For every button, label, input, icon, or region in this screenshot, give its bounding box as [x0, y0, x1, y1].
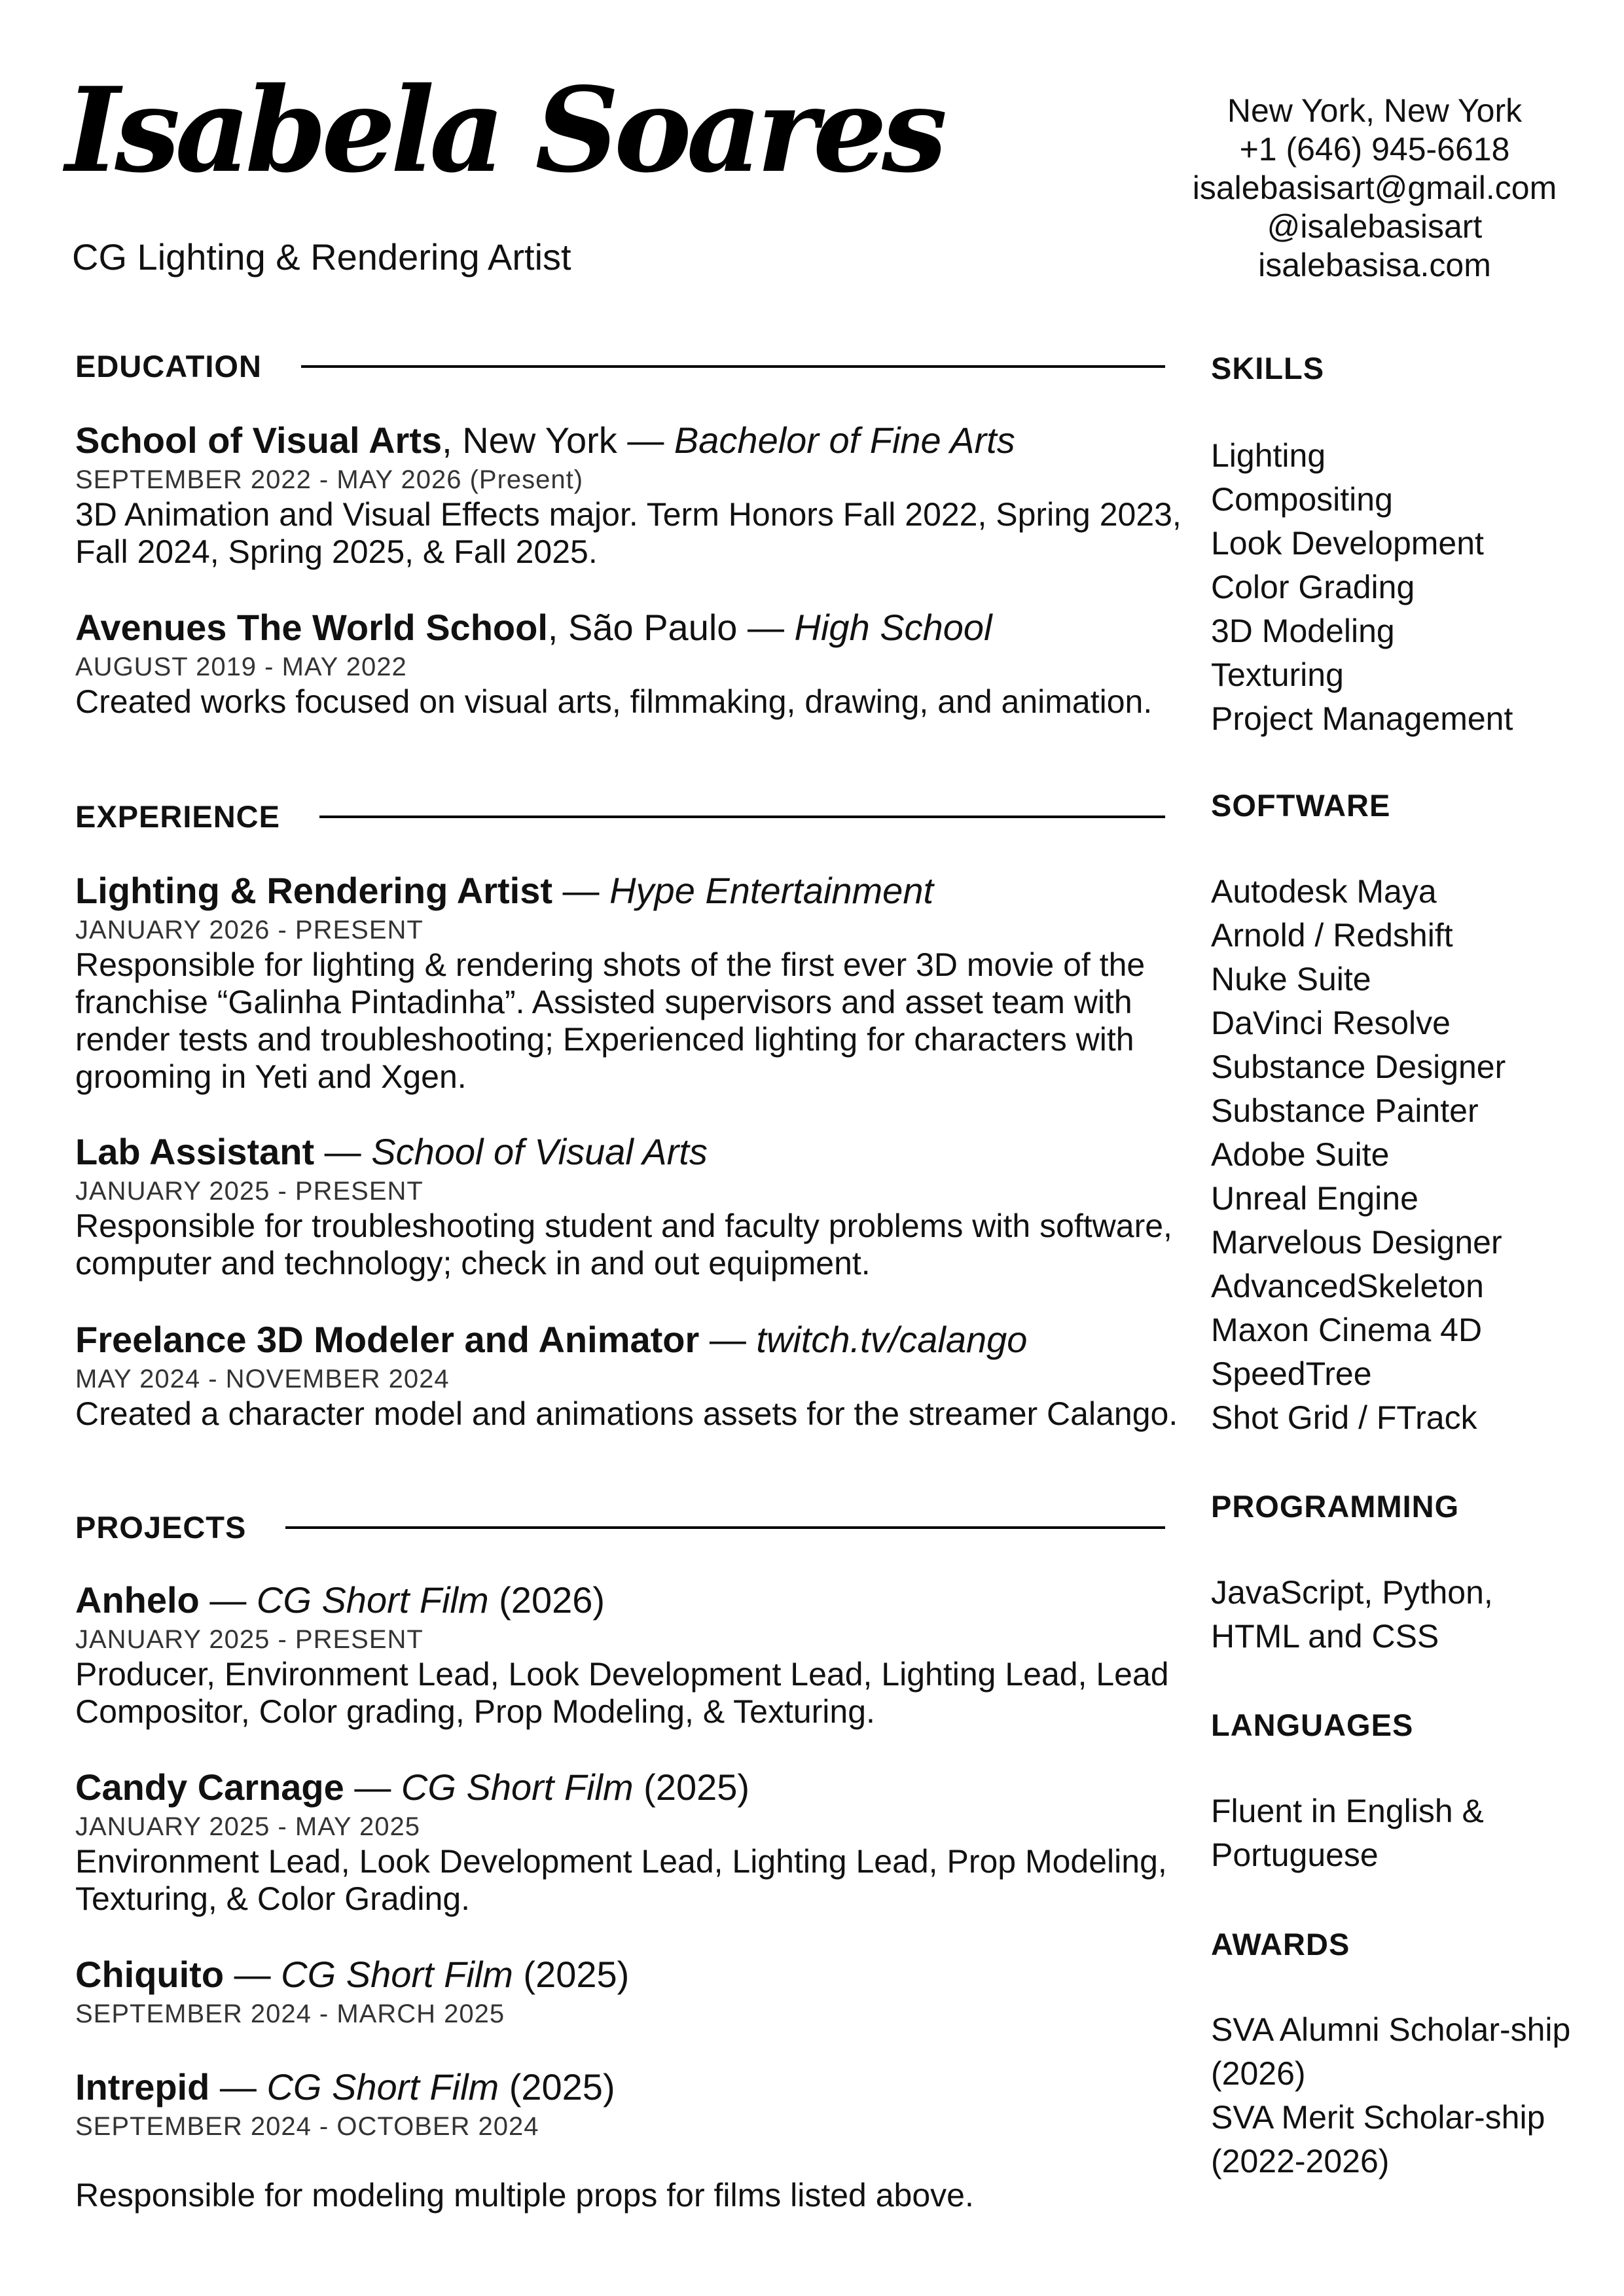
entry-description: Environment Lead, Look Development Lead, Lighting Lead, Prop Modeling, Texturing, & Color Grading. [75, 1843, 1167, 1917]
entry-dates: JANUARY 2025 - PRESENT [75, 1625, 424, 1654]
entry-title [75, 605, 1188, 651]
software-item: Substance Painter [1211, 1092, 1479, 1129]
entry-title [75, 1577, 1188, 1623]
experience-entry [75, 1129, 1188, 1282]
education-entry [75, 418, 1188, 571]
entry-description: Responsible for troubleshooting student and faculty problems with software, computer and technology; check in and out equipment. [75, 1208, 1172, 1282]
entry-title [75, 1952, 1188, 1998]
entry-organization: School of Visual Arts [371, 1131, 708, 1172]
projects-footer-text: Responsible for modeling multiple props for films listed above. [75, 2177, 974, 2214]
entry-dates: JANUARY 2026 - PRESENT [75, 916, 424, 944]
entry-organization: Hype Entertainment [609, 870, 934, 911]
skill-item: Color Grading [1211, 569, 1415, 605]
entry-name: Chiquito [75, 1954, 225, 1995]
project-entry [75, 1577, 1188, 1731]
contact-email[interactable]: isalebasisart@gmail.com [1192, 170, 1557, 206]
skills-list [1211, 434, 1604, 741]
section-divider [319, 816, 1165, 818]
software-item: SpeedTree [1211, 1355, 1372, 1392]
entry-separator: — [552, 870, 610, 911]
experience-entry [75, 1317, 1188, 1433]
software-item: AdvancedSkeleton [1211, 1268, 1484, 1304]
entry-description: Responsible for lighting & rendering shots of the first ever 3D movie of the franchise “Galinha Pintadinha”. Assisted supervisors and asset team with render tests and troubleshooting; Experienced lighting for characters with grooming in Yeti and Xgen. [75, 946, 1146, 1095]
languages-text: Fluent in English & Portuguese [1211, 1793, 1484, 1873]
contact-block [1152, 92, 1597, 285]
entry-name: Freelance 3D Modeler and Animator [75, 1319, 700, 1360]
entry-title [75, 868, 1188, 914]
skills-heading: SKILLS [1211, 351, 1325, 386]
entry-kind: CG Short Film [256, 1579, 489, 1621]
software-list [1211, 870, 1604, 1440]
entry-year: (2026) [488, 1579, 605, 1621]
entry-name: Intrepid [75, 2066, 210, 2108]
entry-dates: SEPTEMBER 2024 - MARCH 2025 [75, 2000, 505, 2028]
entry-year: (2025) [499, 2066, 615, 2108]
contact-website[interactable]: isalebasisa.com [1258, 247, 1491, 283]
job-title: CG Lighting & Rendering Artist [72, 236, 571, 278]
experience-heading-label: EXPERIENCE [75, 799, 280, 834]
entry-separator: — [314, 1131, 372, 1172]
entry-separator: — [209, 2066, 267, 2108]
entry-organization: twitch.tv/calango [756, 1319, 1028, 1360]
software-item: Marvelous Designer [1211, 1224, 1502, 1261]
software-item: Maxon Cinema 4D [1211, 1312, 1483, 1348]
education-entry [75, 605, 1188, 721]
entry-description: Created works focused on visual arts, filmmaking, drawing, and animation. [75, 683, 1153, 720]
project-entry [75, 1952, 1188, 2030]
contact-handle[interactable]: @isalebasisart [1267, 208, 1483, 245]
software-item: Unreal Engine [1211, 1180, 1418, 1217]
education-heading [75, 348, 1165, 384]
entry-description: Created a character model and animations assets for the streamer Calango. [75, 1395, 1178, 1432]
experience-heading [75, 798, 1165, 834]
section-divider [285, 1526, 1165, 1529]
entry-dates: MAY 2024 - NOVEMBER 2024 [75, 1365, 450, 1393]
entry-description: Producer, Environment Lead, Look Development Lead, Lighting Lead, Lead Compositor, Color grading, Prop Modeling, & Texturing. [75, 1656, 1169, 1730]
software-item: Substance Designer [1211, 1049, 1506, 1085]
entry-separator: — [199, 1579, 257, 1621]
entry-dates: SEPTEMBER 2024 - OCTOBER 2024 [75, 2112, 539, 2141]
entry-dates: AUGUST 2019 - MAY 2022 [75, 653, 407, 681]
entry-kind: CG Short Film [401, 1767, 634, 1808]
entry-name: Avenues The World School [75, 607, 548, 648]
entry-name: School of Visual Arts [75, 420, 442, 461]
projects-footer [75, 2177, 1188, 2214]
entry-dates: JANUARY 2025 - PRESENT [75, 1177, 424, 1206]
entry-role: High School [794, 607, 992, 648]
candidate-name: Isabela Soares [65, 62, 943, 198]
software-item: Arnold / Redshift [1211, 917, 1453, 954]
awards-heading: AWARDS [1211, 1927, 1350, 1962]
education-heading-label: EDUCATION [75, 349, 262, 384]
entry-name: Lighting & Rendering Artist [75, 870, 552, 911]
experience-entry [75, 868, 1188, 1096]
skill-item: Compositing [1211, 481, 1393, 518]
project-entry [75, 2064, 1188, 2143]
entry-role: Bachelor of Fine Arts [674, 420, 1015, 461]
contact-location: New York, New York [1227, 92, 1523, 129]
entry-title [75, 2064, 1188, 2110]
entry-title [75, 1129, 1188, 1175]
skill-item: Look Development [1211, 525, 1484, 562]
entry-separator: — [224, 1954, 281, 1995]
entry-name: Lab Assistant [75, 1131, 315, 1172]
awards-list [1211, 2008, 1578, 2183]
entry-dates: JANUARY 2025 - MAY 2025 [75, 1812, 420, 1841]
entry-location: , São Paulo — [547, 607, 795, 648]
languages-heading: LANGUAGES [1211, 1708, 1414, 1742]
projects-heading-label: PROJECTS [75, 1510, 247, 1545]
project-entry [75, 1765, 1188, 1918]
entry-name: Candy Carnage [75, 1767, 344, 1808]
entry-kind: CG Short Film [266, 2066, 499, 2108]
entry-separator: — [699, 1319, 757, 1360]
award-item: SVA Merit Scholar-ship (2022-2026) [1211, 2099, 1545, 2179]
software-heading: SOFTWARE [1211, 788, 1391, 823]
entry-kind: CG Short Film [281, 1954, 513, 1995]
software-item: DaVinci Resolve [1211, 1005, 1451, 1041]
award-item: SVA Alumni Scholar-ship (2026) [1211, 2011, 1571, 2092]
skill-item: Lighting [1211, 437, 1326, 474]
contact-phone[interactable]: +1 (646) 945-6618 [1239, 131, 1510, 168]
entry-dates: SEPTEMBER 2022 - MAY 2026 (Present) [75, 465, 584, 494]
entry-title [75, 1765, 1188, 1810]
software-item: Nuke Suite [1211, 961, 1371, 997]
entry-title [75, 418, 1188, 463]
section-divider [301, 365, 1165, 368]
programming-heading: PROGRAMMING [1211, 1489, 1460, 1524]
skill-item: 3D Modeling [1211, 613, 1395, 649]
skill-item: Project Management [1211, 700, 1513, 737]
programming-text: JavaScript, Python, HTML and CSS [1211, 1574, 1493, 1655]
projects-heading [75, 1509, 1165, 1545]
entry-description: 3D Animation and Visual Effects major. Term Honors Fall 2022, Spring 2023, Fall 2024, Spring 2025, & Fall 2025. [75, 496, 1182, 570]
software-item: Shot Grid / FTrack [1211, 1399, 1477, 1436]
entry-year: (2025) [513, 1954, 630, 1995]
entry-name: Anhelo [75, 1579, 200, 1621]
entry-location: , New York — [442, 420, 674, 461]
software-item: Autodesk Maya [1211, 873, 1437, 910]
software-item: Adobe Suite [1211, 1136, 1390, 1173]
entry-title [75, 1317, 1188, 1363]
entry-year: (2025) [633, 1767, 750, 1808]
skill-item: Texturing [1211, 656, 1344, 693]
entry-separator: — [344, 1767, 401, 1808]
